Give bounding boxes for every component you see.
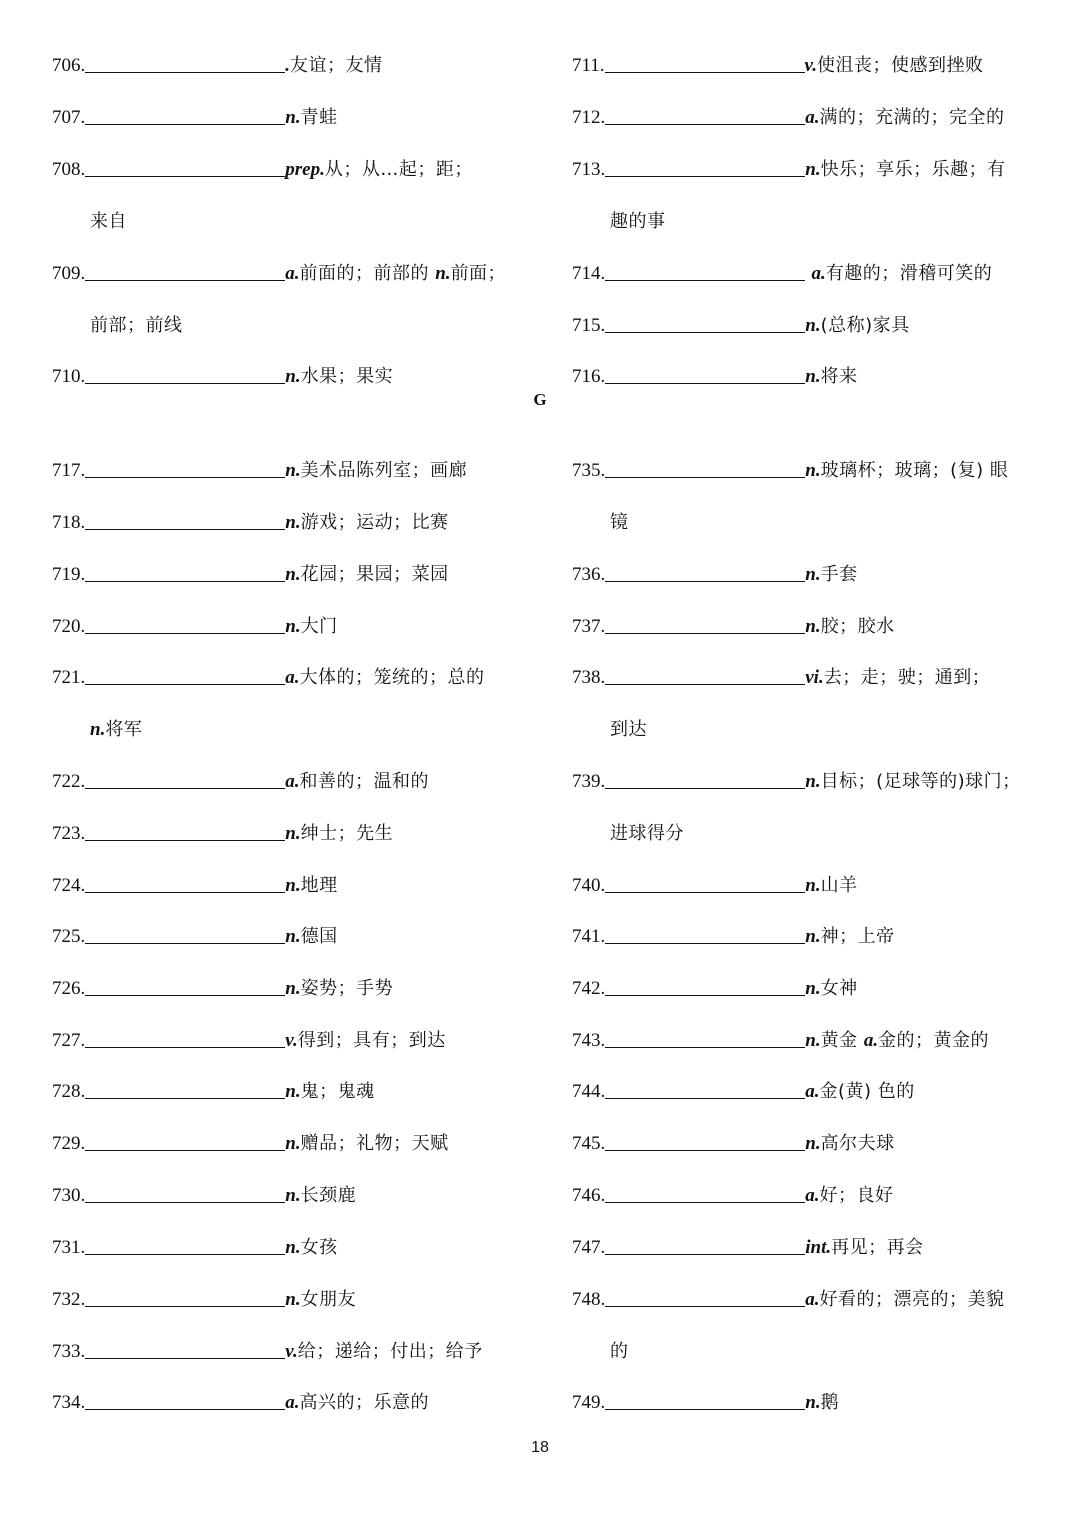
part-of-speech: n. xyxy=(285,875,301,896)
definition-text: 地理 xyxy=(300,875,338,896)
part-of-speech: a. xyxy=(805,1081,820,1102)
answer-blank[interactable] xyxy=(605,664,805,685)
entry-number: 724. xyxy=(52,875,86,896)
vocab-entry xyxy=(572,662,990,692)
vocab-entry xyxy=(52,507,449,537)
entry-number: 740. xyxy=(572,875,606,896)
entry-number: 729. xyxy=(52,1133,86,1154)
part-of-speech: a. xyxy=(863,1030,879,1051)
part-of-speech: n. xyxy=(805,926,821,947)
entry-number: 728. xyxy=(52,1081,86,1102)
part-of-speech: a. xyxy=(285,263,300,284)
definition-text: 好；良好 xyxy=(819,1185,894,1206)
part-of-speech: vi. xyxy=(805,667,824,688)
entry-number: 706. xyxy=(52,55,86,76)
vocab-entry xyxy=(572,611,895,641)
answer-blank[interactable] xyxy=(85,1234,285,1255)
vocab-entry xyxy=(572,1387,839,1417)
definition-text: 的 xyxy=(610,1341,629,1362)
definition-text: 快乐；享乐；乐趣；有 xyxy=(820,159,1006,180)
definition-text: 鬼；鬼魂 xyxy=(300,1081,375,1102)
part-of-speech: a. xyxy=(285,667,300,688)
answer-blank[interactable] xyxy=(85,561,285,582)
entry-number: 733. xyxy=(52,1341,86,1362)
definition-text: 女朋友 xyxy=(300,1289,357,1310)
part-of-speech: n. xyxy=(805,978,821,999)
answer-blank[interactable] xyxy=(605,1389,805,1410)
vocab-entry xyxy=(572,1232,924,1262)
part-of-speech: n. xyxy=(285,1185,301,1206)
definition-text: 手套 xyxy=(820,564,858,585)
answer-blank[interactable] xyxy=(85,872,285,893)
part-of-speech: int. xyxy=(805,1237,832,1258)
entry-number: 738. xyxy=(572,667,606,688)
vocab-entry xyxy=(52,921,338,951)
definition-continuation xyxy=(572,1336,629,1366)
vocab-entry xyxy=(572,973,858,1003)
part-of-speech: n. xyxy=(285,107,301,128)
entry-number: 718. xyxy=(52,512,86,533)
part-of-speech: n. xyxy=(805,616,821,637)
definition-continuation xyxy=(572,714,647,744)
definition-text: 到达 xyxy=(610,719,647,740)
definition-text: 胶；胶水 xyxy=(820,616,895,637)
part-of-speech: n. xyxy=(285,616,301,637)
answer-blank[interactable] xyxy=(85,1130,285,1151)
entry-number: 717. xyxy=(52,460,86,481)
entry-number: 708. xyxy=(52,159,86,180)
entry-number: 732. xyxy=(52,1289,86,1310)
answer-blank[interactable] xyxy=(605,260,805,281)
part-of-speech: n. xyxy=(805,366,821,387)
part-of-speech: v. xyxy=(285,1341,298,1362)
definition-text: 去；走；驶；通到； xyxy=(823,667,991,688)
definition-continuation xyxy=(52,206,127,236)
definition-text: 鹅 xyxy=(820,1392,840,1413)
vocab-entry xyxy=(52,1076,375,1106)
entry-number: 747. xyxy=(572,1237,606,1258)
answer-blank[interactable] xyxy=(85,509,285,530)
definition-text: 前部；前线 xyxy=(90,315,183,336)
answer-blank[interactable] xyxy=(85,363,285,384)
definition-text: 女孩 xyxy=(300,1237,338,1258)
vocab-entry xyxy=(52,766,429,796)
part-of-speech: . xyxy=(285,55,290,76)
vocab-entry xyxy=(52,1387,429,1417)
entry-number: 716. xyxy=(572,366,606,387)
entry-number: 743. xyxy=(572,1030,606,1051)
answer-blank[interactable] xyxy=(85,1027,285,1048)
entry-number: 721. xyxy=(52,667,86,688)
definition-text: 满的；充满的；完全的 xyxy=(819,107,1005,128)
definition-text: 玻璃杯；玻璃；(复) 眼 xyxy=(820,460,1009,481)
entry-number: 709. xyxy=(52,263,86,284)
vocab-entry xyxy=(572,50,984,80)
definition-text: 德国 xyxy=(300,926,338,947)
answer-blank[interactable] xyxy=(605,975,805,996)
part-of-speech: prep. xyxy=(285,159,325,180)
entry-number: 720. xyxy=(52,616,86,637)
definition-text: 大体的；笼统的；总的 xyxy=(299,667,485,688)
definition-text: 前面的；前部的 xyxy=(299,263,436,284)
entry-number: 736. xyxy=(572,564,606,585)
part-of-speech: a. xyxy=(285,771,300,792)
definition-text: (总称)家具 xyxy=(820,315,910,336)
definition-text: 长颈鹿 xyxy=(300,1185,357,1206)
vocab-entry xyxy=(52,870,338,900)
vocab-entry xyxy=(572,154,1006,184)
part-of-speech: n. xyxy=(285,1289,301,1310)
part-of-speech: a. xyxy=(805,1289,820,1310)
part-of-speech: n. xyxy=(805,315,821,336)
answer-blank[interactable] xyxy=(605,156,805,177)
entry-number: 726. xyxy=(52,978,86,999)
entry-number: 741. xyxy=(572,926,606,947)
entry-number: 723. xyxy=(52,823,86,844)
entry-number: 744. xyxy=(572,1081,606,1102)
answer-blank[interactable] xyxy=(85,260,285,281)
vocab-entry xyxy=(572,310,910,340)
part-of-speech: n. xyxy=(805,875,821,896)
answer-blank[interactable] xyxy=(605,1234,805,1255)
part-of-speech: n. xyxy=(285,564,301,585)
page-number: 18 xyxy=(531,1439,549,1456)
answer-blank[interactable] xyxy=(605,1286,805,1307)
answer-blank[interactable] xyxy=(85,613,285,634)
answer-blank[interactable] xyxy=(85,1182,285,1203)
entry-number: 719. xyxy=(52,564,86,585)
entry-number: 748. xyxy=(572,1289,606,1310)
entry-number: 711. xyxy=(572,55,605,76)
vocab-entry xyxy=(52,1025,446,1055)
part-of-speech: n. xyxy=(805,1030,821,1051)
vocab-entry xyxy=(572,258,992,288)
part-of-speech: n. xyxy=(285,1237,301,1258)
entry-number: 737. xyxy=(572,616,606,637)
part-of-speech: n. xyxy=(90,719,106,740)
entry-number: 742. xyxy=(572,978,606,999)
answer-blank[interactable] xyxy=(85,52,285,73)
part-of-speech: a. xyxy=(285,1392,300,1413)
answer-blank[interactable] xyxy=(605,923,805,944)
entry-number: 710. xyxy=(52,366,86,387)
part-of-speech: v. xyxy=(285,1030,298,1051)
part-of-speech: a. xyxy=(811,263,826,284)
entry-number: 745. xyxy=(572,1133,606,1154)
section-letter-heading: G xyxy=(533,390,547,409)
vocab-entry xyxy=(52,1128,449,1158)
entry-number: 725. xyxy=(52,926,86,947)
part-of-speech: n. xyxy=(805,460,821,481)
entry-number: 714. xyxy=(572,263,606,284)
vocab-entry xyxy=(52,50,383,80)
vocab-entry xyxy=(572,870,858,900)
definition-text: 得到；具有；到达 xyxy=(297,1030,446,1051)
answer-blank[interactable] xyxy=(605,1027,805,1048)
answer-blank[interactable] xyxy=(605,561,805,582)
part-of-speech: n. xyxy=(285,978,301,999)
vocab-entry xyxy=(572,1284,1005,1314)
part-of-speech: n. xyxy=(285,823,301,844)
answer-blank[interactable] xyxy=(605,768,805,789)
vocab-entry xyxy=(572,1076,915,1106)
vocab-entry xyxy=(52,258,506,288)
entry-number: 734. xyxy=(52,1392,86,1413)
vocab-entry xyxy=(52,559,449,589)
definition-continuation xyxy=(572,206,666,236)
answer-blank[interactable] xyxy=(85,1078,285,1099)
definition-text: 从；从…起；距； xyxy=(324,159,473,180)
vocab-entry xyxy=(52,361,393,391)
answer-blank[interactable] xyxy=(605,52,805,73)
definition-text: 女神 xyxy=(820,978,858,999)
entry-number: 739. xyxy=(572,771,606,792)
definition-text: 有趣的；滑稽可笑的 xyxy=(825,263,993,284)
definition-text: 姿势；手势 xyxy=(300,978,394,999)
part-of-speech: n. xyxy=(805,564,821,585)
definition-text: 金的；黄金的 xyxy=(878,1030,990,1051)
part-of-speech: a. xyxy=(805,107,820,128)
entry-number: 730. xyxy=(52,1185,86,1206)
entry-number: 713. xyxy=(572,159,606,180)
definition-text: 使沮丧；使感到挫败 xyxy=(817,55,984,76)
definition-continuation xyxy=(572,507,629,537)
vocab-entry xyxy=(572,766,1021,796)
entry-number: 727. xyxy=(52,1030,86,1051)
part-of-speech: n. xyxy=(805,159,821,180)
answer-blank[interactable] xyxy=(85,975,285,996)
answer-blank[interactable] xyxy=(605,1182,805,1203)
definition-text: 绅士；先生 xyxy=(300,823,394,844)
definition-text: 来自 xyxy=(90,211,127,232)
vocab-entry xyxy=(572,559,858,589)
answer-blank[interactable] xyxy=(605,104,805,125)
answer-blank[interactable] xyxy=(85,1389,285,1410)
definition-text: 水果；果实 xyxy=(300,366,394,387)
definition-text: 友谊；友情 xyxy=(290,55,383,76)
definition-text: 前面； xyxy=(450,263,507,284)
definition-text: 好看的；漂亮的；美貌 xyxy=(819,1289,1005,1310)
definition-text: 将来 xyxy=(820,366,858,387)
answer-blank[interactable] xyxy=(85,664,285,685)
entry-number: 715. xyxy=(572,315,606,336)
vocab-entry xyxy=(52,1284,356,1314)
definition-text: 镜 xyxy=(610,512,629,533)
part-of-speech: n. xyxy=(285,926,301,947)
part-of-speech: n. xyxy=(285,366,301,387)
definition-text: 黄金 xyxy=(820,1030,864,1051)
definition-text: 大门 xyxy=(300,616,338,637)
vocab-entry xyxy=(52,973,393,1003)
vocab-entry xyxy=(572,921,895,951)
answer-blank[interactable] xyxy=(85,768,285,789)
definition-text: 游戏；运动；比赛 xyxy=(300,512,449,533)
vocab-entry xyxy=(572,1180,894,1210)
vocab-entry xyxy=(52,1180,356,1210)
vocab-entry xyxy=(52,154,473,184)
definition-text: 花园；果园；菜园 xyxy=(300,564,449,585)
answer-blank[interactable] xyxy=(605,1130,805,1151)
definition-text: 青蛙 xyxy=(300,107,338,128)
answer-blank[interactable] xyxy=(605,613,805,634)
part-of-speech: n. xyxy=(285,1081,301,1102)
definition-text: 再见；再会 xyxy=(831,1237,924,1258)
answer-blank[interactable] xyxy=(85,1286,285,1307)
definition-text: 高尔夫球 xyxy=(820,1133,895,1154)
part-of-speech: n. xyxy=(805,1133,821,1154)
vocab-entry xyxy=(572,102,1005,132)
answer-blank[interactable] xyxy=(85,457,285,478)
definition-text: 高兴的；乐意的 xyxy=(299,1392,429,1413)
entry-number: 735. xyxy=(572,460,606,481)
answer-blank[interactable] xyxy=(605,1078,805,1099)
part-of-speech: a. xyxy=(805,1185,820,1206)
vocab-entry xyxy=(572,1128,895,1158)
definition-continuation xyxy=(52,310,183,340)
answer-blank[interactable] xyxy=(605,312,805,333)
definition-text: 赠品；礼物；天赋 xyxy=(300,1133,449,1154)
answer-blank[interactable] xyxy=(605,457,805,478)
vocab-entry xyxy=(52,102,338,132)
vocab-entry xyxy=(52,1336,483,1366)
entry-number: 707. xyxy=(52,107,86,128)
definition-text: 给；递给；付出；给予 xyxy=(297,1341,483,1362)
answer-blank[interactable] xyxy=(85,104,285,125)
part-of-speech: n. xyxy=(285,512,301,533)
entry-number: 749. xyxy=(572,1392,606,1413)
vocab-entry xyxy=(52,611,338,641)
part-of-speech: n. xyxy=(285,460,301,481)
part-of-speech: n. xyxy=(805,1392,821,1413)
answer-blank[interactable] xyxy=(605,872,805,893)
vocab-entry xyxy=(572,361,858,391)
answer-blank[interactable] xyxy=(605,363,805,384)
definition-text: 趣的事 xyxy=(610,211,666,232)
definition-text: 神；上帝 xyxy=(820,926,895,947)
definition-text: 金(黄) 色的 xyxy=(819,1081,915,1102)
vocab-entry xyxy=(52,1232,338,1262)
entry-number: 746. xyxy=(572,1185,606,1206)
answer-blank[interactable] xyxy=(85,820,285,841)
definition-text: 美术品陈列室；画廊 xyxy=(300,460,468,481)
definition-text: 和善的；温和的 xyxy=(299,771,429,792)
definition-text: 进球得分 xyxy=(610,823,684,844)
answer-blank[interactable] xyxy=(85,156,285,177)
vocab-entry xyxy=(52,818,393,848)
vocab-entry xyxy=(52,662,485,692)
part-of-speech: n. xyxy=(285,1133,301,1154)
definition-text: 将军 xyxy=(105,719,143,740)
part-of-speech: n. xyxy=(805,771,821,792)
entry-number: 712. xyxy=(572,107,606,128)
vocab-entry xyxy=(572,455,1008,485)
definition-text: 山羊 xyxy=(820,875,858,896)
entry-number: 722. xyxy=(52,771,86,792)
part-of-speech: v. xyxy=(804,55,818,76)
entry-number: 731. xyxy=(52,1237,86,1258)
definition-continuation xyxy=(572,818,684,848)
answer-blank[interactable] xyxy=(85,923,285,944)
part-of-speech: n. xyxy=(435,263,451,284)
vocab-entry xyxy=(572,1025,989,1055)
definition-continuation xyxy=(52,714,142,744)
answer-blank[interactable] xyxy=(85,1338,285,1359)
definition-text: 目标；(足球等的)球门； xyxy=(820,771,1021,792)
vocab-entry xyxy=(52,455,467,485)
